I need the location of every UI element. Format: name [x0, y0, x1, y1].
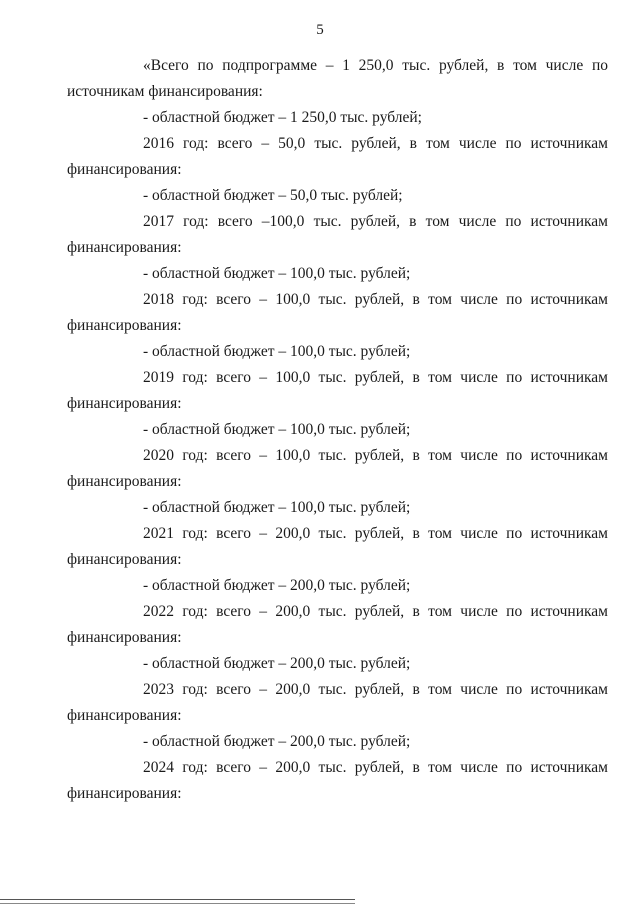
paragraph-budget: - областной бюджет – 100,0 тыс. рублей;	[143, 265, 411, 282]
paragraph-line: финансирования:	[67, 785, 182, 802]
paragraph-line: финансирования:	[67, 707, 182, 724]
paragraph-year-2021	[67, 521, 608, 573]
paragraph-year-2022	[67, 599, 608, 651]
paragraph-line: «Всего по подпрограмме – 1 250,0 тыс. рублей, в том числе по	[143, 57, 608, 74]
paragraph-line: финансирования:	[67, 239, 182, 256]
paragraph-year-2018	[67, 287, 608, 339]
paragraph-line: 2022 год: всего – 200,0 тыс. рублей, в том числе по источникам	[143, 603, 608, 620]
paragraph-year-2019	[67, 365, 608, 417]
paragraph-year-2016	[67, 131, 608, 183]
paragraph-year-2024	[67, 755, 608, 807]
bottom-divider	[0, 899, 355, 900]
paragraph-line: 2017 год: всего –100,0 тыс. рублей, в том числе по источникам	[143, 213, 608, 230]
paragraph-line: финансирования:	[67, 629, 182, 646]
paragraph-year-2020	[67, 443, 608, 495]
paragraph-line: 2020 год: всего – 100,0 тыс. рублей, в том числе по источникам	[143, 447, 608, 464]
paragraph-line: 2021 год: всего – 200,0 тыс. рублей, в том числе по источникам	[143, 525, 608, 542]
paragraph-budget: - областной бюджет – 100,0 тыс. рублей;	[143, 421, 411, 438]
paragraph-line: финансирования:	[67, 161, 182, 178]
paragraph-budget: - областной бюджет – 200,0 тыс. рублей;	[143, 577, 411, 594]
paragraph-line: 2018 год: всего – 100,0 тыс. рублей, в том числе по источникам	[143, 291, 608, 308]
paragraph-budget: - областной бюджет – 200,0 тыс. рублей;	[143, 655, 411, 672]
paragraph-budget: - областной бюджет – 200,0 тыс. рублей;	[143, 733, 411, 750]
paragraph-line: финансирования:	[67, 551, 182, 568]
paragraph-line: финансирования:	[67, 395, 182, 412]
paragraph-line: финансирования:	[67, 317, 182, 334]
bottom-divider	[0, 903, 355, 904]
paragraph-total	[67, 53, 608, 105]
page-number: 5	[316, 22, 324, 38]
paragraph-budget: - областной бюджет – 50,0 тыс. рублей;	[143, 187, 403, 204]
paragraph-year-2017	[67, 209, 608, 261]
paragraph-line: финансирования:	[67, 473, 182, 490]
paragraph-line: 2023 год: всего – 200,0 тыс. рублей, в том числе по источникам	[143, 681, 608, 698]
paragraph-budget: - областной бюджет – 100,0 тыс. рублей;	[143, 343, 411, 360]
paragraph-budget: - областной бюджет – 100,0 тыс. рублей;	[143, 499, 411, 516]
paragraph-year-2023	[67, 677, 608, 729]
paragraph-line: 2024 год: всего – 200,0 тыс. рублей, в том числе по источникам	[143, 759, 608, 776]
paragraph-line: 2016 год: всего – 50,0 тыс. рублей, в том числе по источникам	[143, 135, 608, 152]
paragraph-line: 2019 год: всего – 100,0 тыс. рублей, в том числе по источникам	[143, 369, 608, 386]
paragraph-budget: - областной бюджет – 1 250,0 тыс. рублей;	[143, 109, 422, 126]
document-body	[67, 53, 608, 807]
paragraph-line: источникам финансирования:	[67, 83, 263, 100]
